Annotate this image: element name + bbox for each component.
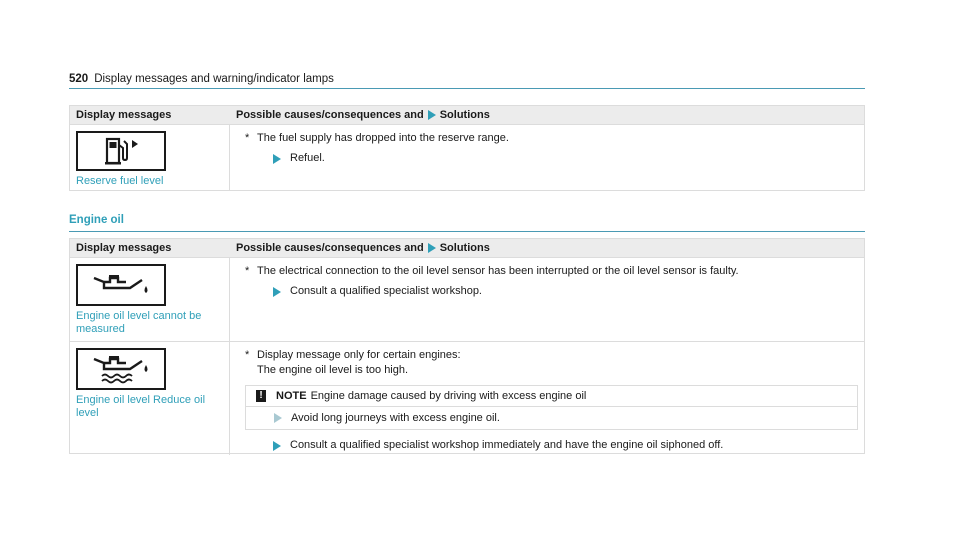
play-triangle-icon: [428, 110, 436, 120]
table-row: [70, 124, 864, 191]
note-text: Engine damage caused by driving with excess engine oil: [310, 389, 587, 402]
note-action: [246, 407, 857, 429]
page-number: 520: [69, 73, 89, 85]
column-header-causes-solutions: [230, 239, 864, 257]
cause-text: * The electrical connection to the oil level sensor has been interrupted or the oil level sensor is faulty.: [245, 264, 864, 279]
column-header-solutions: Solutions: [439, 242, 490, 254]
message-caption: Reserve fuel level: [76, 175, 164, 187]
note-action-text: Avoid long journeys with excess engine oil.: [291, 411, 500, 424]
column-header-causes: Possible causes/consequences and: [236, 109, 424, 121]
table-header: [70, 106, 864, 124]
cause-text: * The fuel supply has dropped into the reserve range.: [245, 131, 864, 146]
message-cell: [70, 258, 230, 341]
play-triangle-icon: [428, 243, 436, 253]
action-step: [245, 438, 864, 453]
fuel-pump-icon: [76, 131, 166, 171]
oil-can-icon: [76, 264, 166, 306]
column-header-causes-solutions: [230, 106, 864, 124]
page-header: [69, 72, 865, 89]
action-step: [245, 151, 864, 166]
display-messages-table-fuel: [69, 105, 865, 191]
section-title: Engine oil: [69, 213, 865, 232]
oil-can-level-icon: [76, 348, 166, 390]
column-header-display-messages: Display messages: [76, 109, 172, 121]
note-box: [245, 385, 858, 430]
table-row: [70, 341, 864, 455]
play-triangle-icon: [274, 413, 282, 423]
action-text: Consult a qualified specialist workshop.: [290, 285, 482, 297]
solution-cell: [230, 125, 864, 191]
solution-cell: [230, 342, 864, 455]
note-label: NOTE: [276, 389, 307, 402]
message-caption: Engine oil level Reduce oil level: [76, 394, 206, 419]
column-header-display-messages: Display messages: [76, 242, 172, 254]
display-messages-table-engine-oil: [69, 238, 865, 454]
warning-exclamation-icon: !: [256, 390, 266, 402]
solution-cell: [230, 258, 864, 341]
column-header-causes: Possible causes/consequences and: [236, 242, 424, 254]
page-title: Display messages and warning/indicator lamps: [94, 73, 334, 85]
action-text: Refuel.: [290, 152, 325, 164]
play-triangle-icon: [273, 154, 281, 164]
cause-text: * Display message only for certain engines:: [245, 348, 864, 363]
message-cell: [70, 342, 230, 455]
table-row: [70, 257, 864, 341]
cause-text-secondary: The engine oil level is too high.: [257, 364, 409, 376]
play-triangle-icon: [273, 441, 281, 451]
message-cell: [70, 125, 230, 191]
message-caption: Engine oil level cannot be measured: [76, 310, 202, 335]
note-header: [246, 386, 857, 407]
action-text: Consult a qualified specialist workshop immediately and have the engine oil siphoned off.: [290, 439, 724, 451]
column-header-solutions: Solutions: [439, 109, 490, 121]
action-step: [245, 284, 864, 299]
play-triangle-icon: [273, 287, 281, 297]
table-header: [70, 239, 864, 257]
